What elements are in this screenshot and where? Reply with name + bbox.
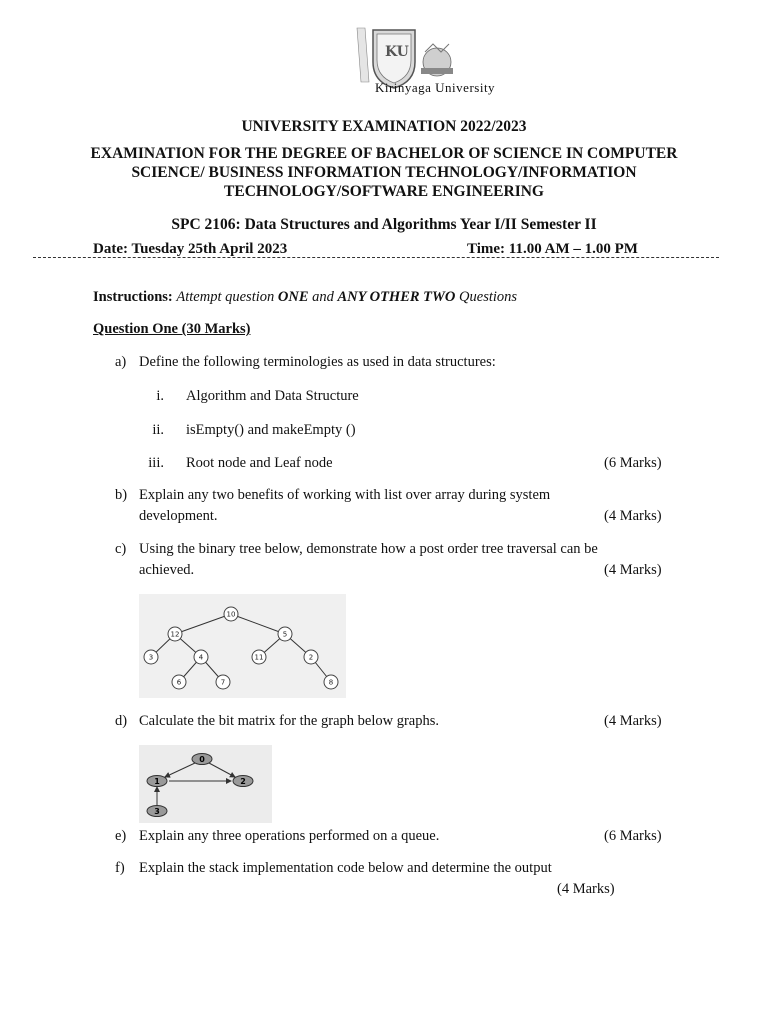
svg-text:6: 6	[176, 678, 182, 687]
q-d-label: d)	[115, 713, 128, 729]
exam-date: Date: Tuesday 25th April 2023	[93, 241, 288, 257]
q-e-marks: (6 Marks)	[604, 828, 662, 844]
instructions-part1: Attempt question	[176, 289, 275, 305]
svg-text:10: 10	[226, 610, 236, 619]
q-b-label: b)	[115, 487, 128, 503]
svg-text:0: 0	[199, 755, 205, 764]
instructions-one: ONE	[277, 289, 309, 305]
q-b-marks: (4 Marks)	[604, 508, 662, 524]
q-a-marks: (6 Marks)	[604, 455, 662, 471]
q-e-text: Explain any three operations performed on a queue.	[139, 828, 440, 844]
q-f-marks: (4 Marks)	[557, 881, 615, 897]
q-a-item-text: Root node and Leaf node	[186, 455, 333, 471]
q-e-label: e)	[115, 828, 127, 844]
q-a-label: a)	[115, 354, 127, 370]
header-divider	[33, 257, 719, 258]
instructions-questions: Questions	[459, 289, 518, 305]
university-logo	[345, 22, 525, 97]
q-a-item-num: iii.	[148, 455, 164, 471]
q-c-marks: (4 Marks)	[604, 562, 662, 578]
q-a-item-num: ii.	[152, 422, 164, 438]
tree-node	[252, 650, 266, 664]
tree-node	[278, 627, 292, 641]
graph-node	[147, 806, 167, 817]
tree-node	[224, 607, 238, 621]
q-c-label: c)	[115, 541, 127, 557]
tree-node	[172, 675, 186, 689]
q-c-line2: achieved.	[139, 562, 195, 578]
instructions-and: and	[312, 289, 334, 305]
svg-text:2: 2	[240, 777, 246, 786]
tree-node	[324, 675, 338, 689]
tree-node	[168, 627, 182, 641]
graph-node	[147, 776, 167, 787]
binary-tree-figure	[139, 594, 346, 698]
q-a-text: Define the following terminologies as used in data structures:	[139, 354, 496, 370]
q-d-marks: (4 Marks)	[604, 713, 662, 729]
degree-line-3: TECHNOLOGY/SOFTWARE ENGINEERING	[224, 183, 544, 200]
svg-text:8: 8	[328, 678, 334, 687]
svg-text:3: 3	[154, 807, 160, 816]
graph-node	[192, 754, 212, 765]
q-a-item-text: Algorithm and Data Structure	[186, 388, 359, 404]
svg-text:11: 11	[254, 653, 264, 662]
q-b-line2: development.	[139, 508, 218, 524]
exam-time: Time: 11.00 AM – 1.00 PM	[467, 241, 638, 257]
svg-text:3: 3	[148, 653, 154, 662]
tree-node	[216, 675, 230, 689]
graph-node	[233, 776, 253, 787]
q-a-item-text: isEmpty() and makeEmpty ()	[186, 422, 356, 438]
graph-figure	[139, 745, 272, 823]
course-title: SPC 2106: Data Structures and Algorithms Year I/II Semester II	[171, 216, 597, 233]
svg-text:12: 12	[170, 630, 180, 639]
q-c-line1: Using the binary tree below, demonstrate how a post order tree traversal can be	[139, 541, 598, 557]
tree-node	[144, 650, 158, 664]
degree-line-1: EXAMINATION FOR THE DEGREE OF BACHELOR OF SCIENCE IN COMPUTER	[90, 145, 678, 162]
q-f-text: Explain the stack implementation code below and determine the output	[139, 860, 552, 876]
exam-title: UNIVERSITY EXAMINATION 2022/2023	[241, 118, 527, 135]
q-d-text: Calculate the bit matrix for the graph below graphs.	[139, 713, 439, 729]
svg-text:2: 2	[308, 653, 314, 662]
degree-line-2: SCIENCE/ BUSINESS INFORMATION TECHNOLOGY/INFORMATION	[131, 164, 637, 181]
question-one-title: Question One (30 Marks)	[93, 321, 251, 337]
tree-node	[304, 650, 318, 664]
tree-node	[194, 650, 208, 664]
svg-text:4: 4	[198, 653, 204, 662]
svg-text:1: 1	[154, 777, 160, 786]
q-a-item-num: i.	[156, 388, 164, 404]
q-b-line1: Explain any two benefits of working with list over array during system	[139, 487, 551, 503]
q-f-label: f)	[115, 860, 125, 876]
svg-text:7: 7	[220, 678, 226, 687]
instructions	[93, 289, 517, 306]
svg-text:5: 5	[282, 630, 288, 639]
svg-text:KU: KU	[385, 44, 409, 60]
instructions-any-two: ANY OTHER TWO	[337, 289, 456, 305]
instructions-label: Instructions:	[93, 289, 173, 305]
university-name: Kirinyaga University	[374, 80, 496, 95]
